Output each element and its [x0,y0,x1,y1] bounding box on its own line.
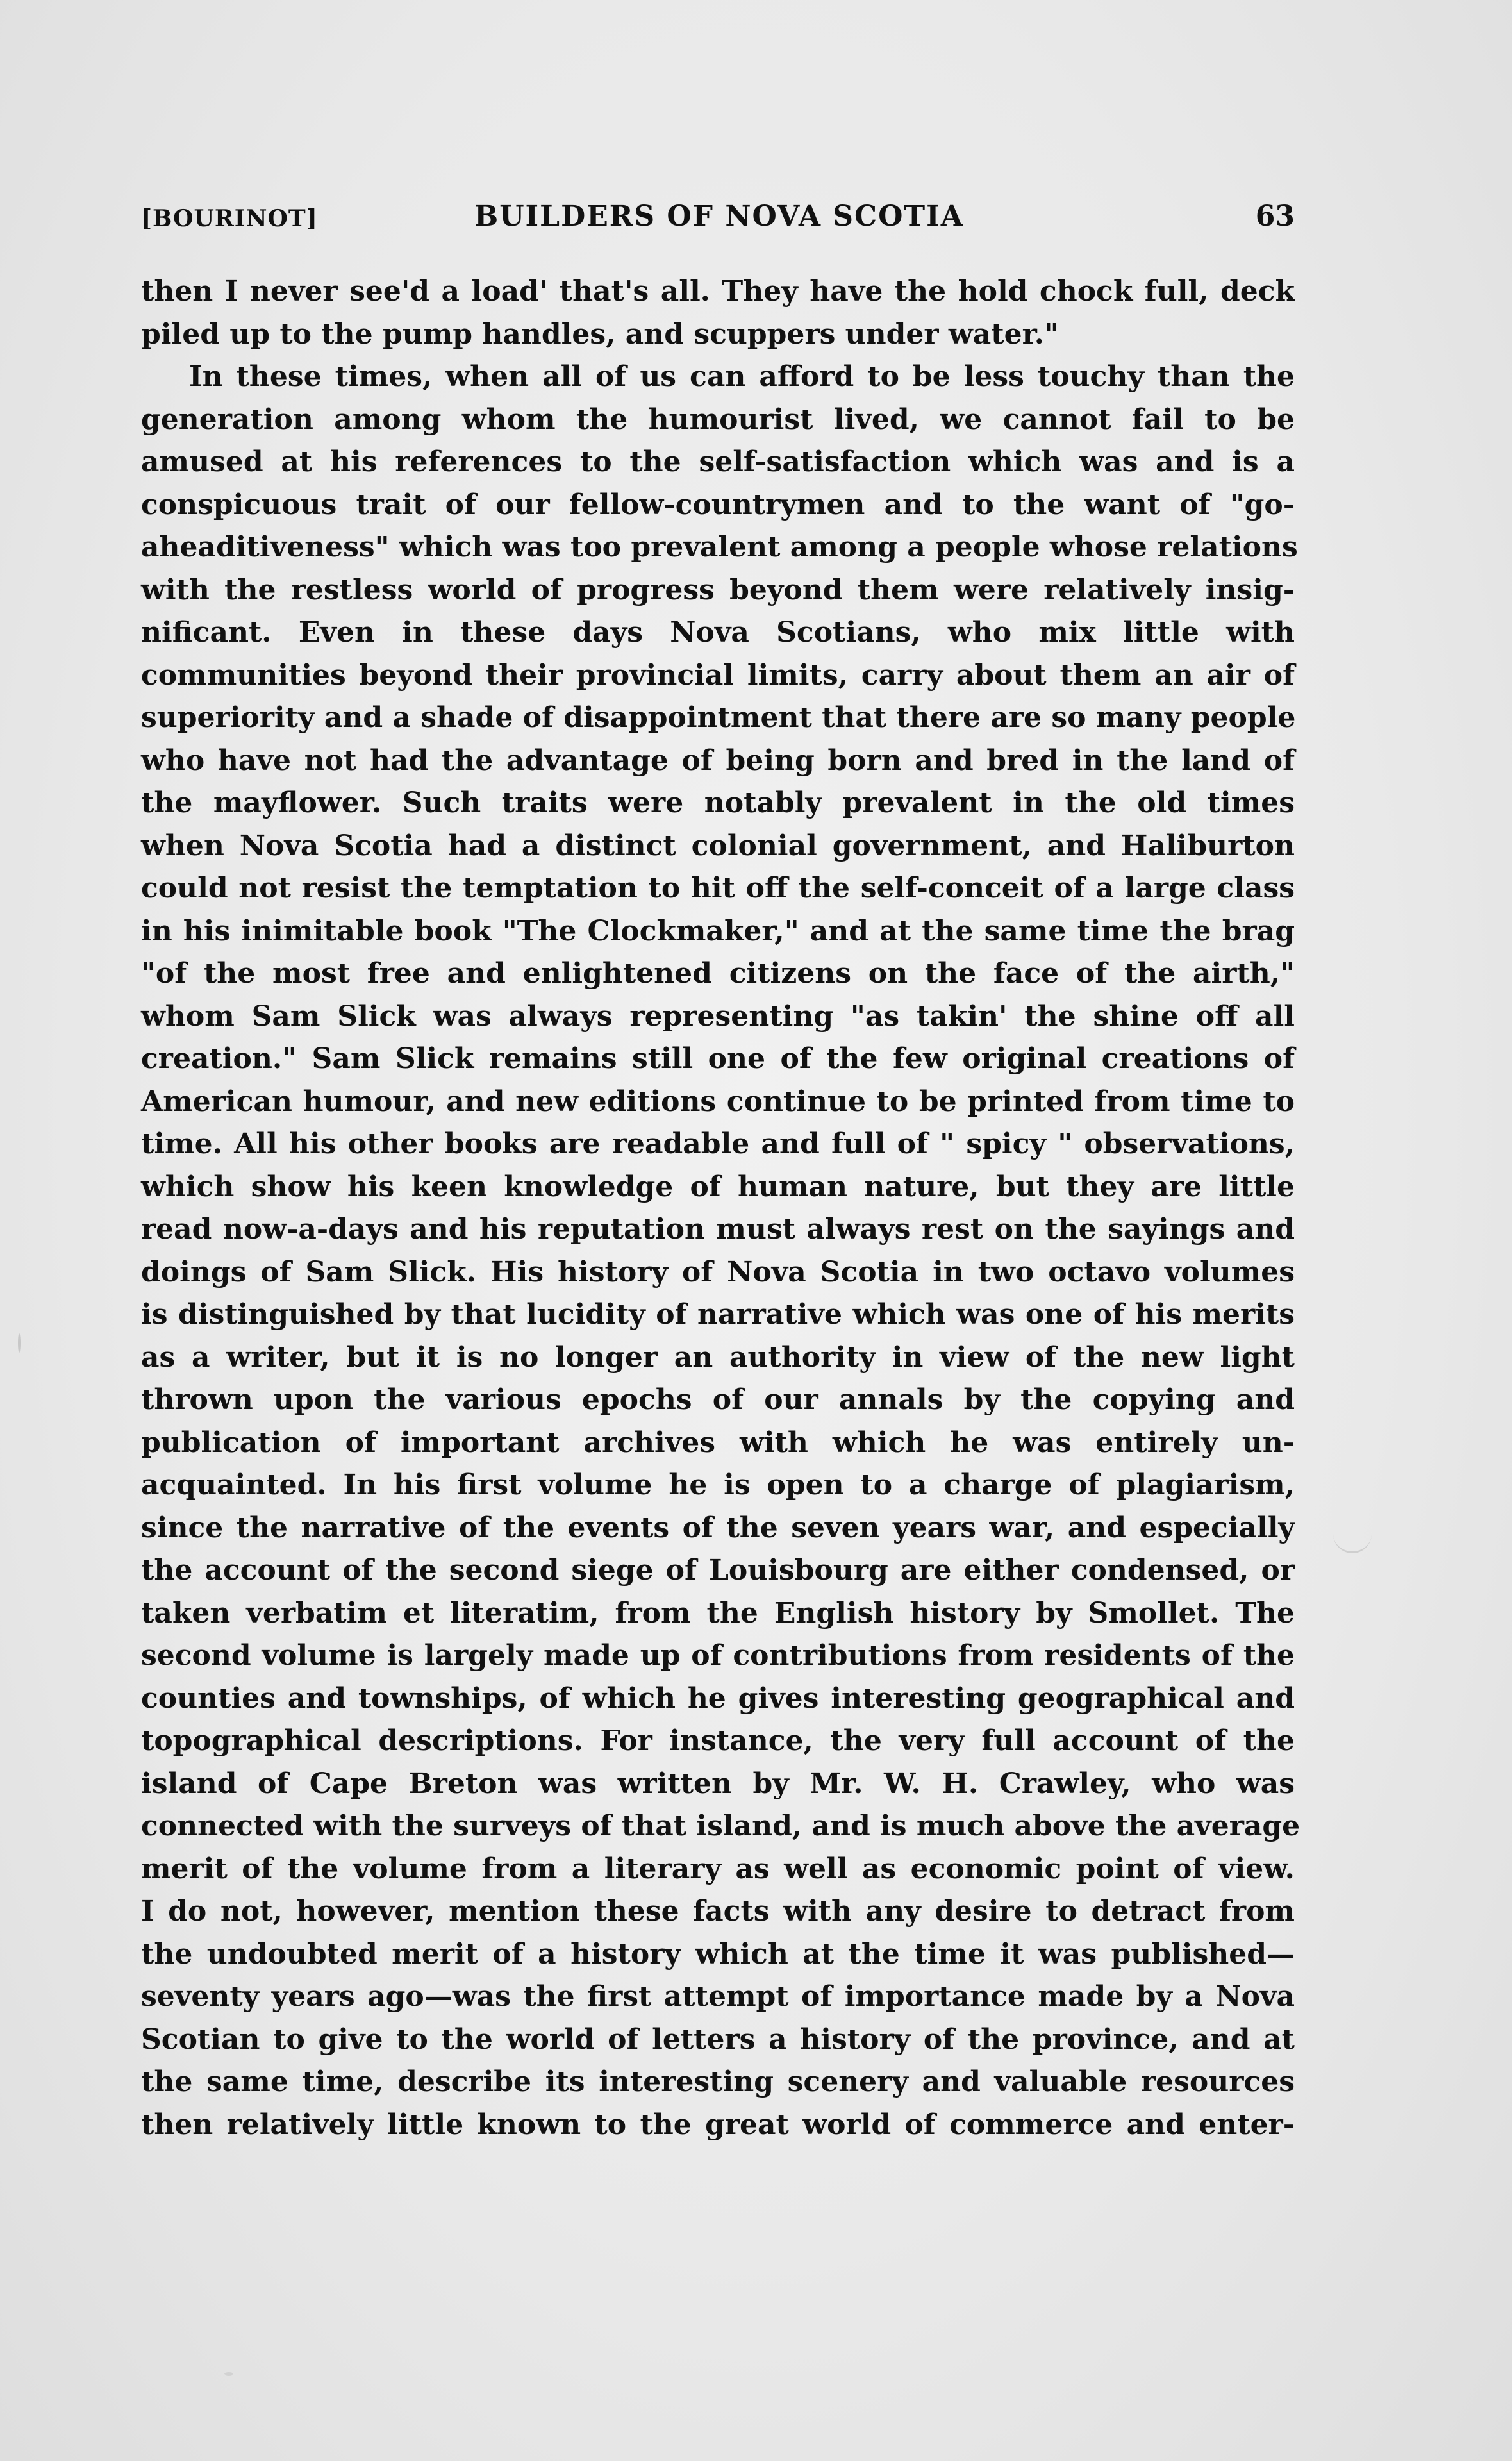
text-line: conspicuous trait of our fellow-countrymen and to the want of "go- [141,488,1295,521]
text-line: American humour, and new editions continue to be printed from time to [141,1085,1295,1118]
page-title: BUILDERS OF NOVA SCOTIA [474,200,964,233]
text-line: as a writer, but it is no longer an authority in view of the new light [141,1340,1295,1374]
text-line: seventy years ago—was the first attempt of importance made by a Nova [141,1980,1295,2013]
text-line: generation among whom the humourist lived, we cannot fail to be [141,403,1295,436]
text-line: topographical descriptions. For instance, the very full account of the [141,1724,1295,1757]
text-line: doings of Sam Slick. His history of Nova Scotia in two octavo volumes [141,1255,1295,1289]
paper-speck [1333,1526,1372,1553]
text-line: read now-a-days and his reputation must always rest on the sayings and [141,1213,1295,1246]
text-line: the mayflower. Such traits were notably prevalent in the old times [141,787,1295,819]
text-line: is distinguished by that lucidity of narrative which was one of his merits [141,1298,1295,1331]
page-number: 63 [1255,200,1295,233]
author-tag: [BOURINOT] [141,205,318,232]
text-line: I do not, however, mention these facts with any desire to detract from [141,1895,1295,1928]
text-line: merit of the volume from a literary as well as economic point of view. [141,1852,1295,1885]
text-line: whom Sam Slick was always representing "as takin' the shine off all [141,999,1295,1033]
text-line: then relatively little known to the great world of commerce and enter- [141,2108,1295,2141]
text-line: with the restless world of progress beyond them were relatively insig- [141,573,1295,606]
text-line: island of Cape Breton was written by Mr. W. H. Crawley, who was [141,1767,1295,1800]
text-line: publication of important archives with which he was entirely un- [141,1426,1295,1459]
text-line: the same time, describe its interesting scenery and valuable resources [141,2065,1295,2098]
text-line: since the narrative of the events of the seven years war, and especially [141,1511,1295,1544]
text-line: In these times, when all of us can afford to be less touchy than the [189,360,1295,393]
text-line: which show his keen knowledge of human nature, but they are little [141,1170,1295,1203]
text-line: "of the most free and enlightened citizens on the face of the airth," [141,957,1295,990]
text-line: Scotian to give to the world of letters a history of the province, and at [141,2023,1295,2056]
body-text [141,271,1300,2146]
text-line: communities beyond their provincial limits, carry about them an air of [141,658,1295,692]
text-line: amused at his references to the self-satisfaction which was and is a [141,446,1295,478]
paper-speck [224,2372,233,2376]
text-line: superiority and a shade of disappointment that there are so many people [141,701,1296,734]
text-line: could not resist the temptation to hit off the self-conceit of a large class [141,872,1295,905]
text-line: thrown upon the various epochs of our annals by the copying and [141,1383,1295,1416]
text-line: who have not had the advantage of being born and bred in the land of [141,744,1295,777]
text-line: acquainted. In his first volume he is open to a charge of plagiarism, [141,1469,1295,1501]
text-line: second volume is largely made up of contributions from residents of the [141,1639,1295,1672]
text-line: counties and townships, of which he gives interesting geographical and [141,1681,1295,1715]
running-head [141,200,1295,251]
text-line: when Nova Scotia had a distinct colonial government, and Haliburton [141,829,1295,862]
paper-speck [18,1333,21,1353]
text-line: then I never see'd a load' that's all. They have the hold chock full, deck [141,275,1295,308]
text-line: taken verbatim et literatim, from the English history by Smollet. The [141,1596,1295,1630]
text-line: nificant. Even in these days Nova Scotians, who mix little with [141,616,1295,649]
text-line: in his inimitable book "The Clockmaker," and at the same time the brag [141,914,1295,947]
text-line: connected with the surveys of that island, and is much above the average [141,1810,1300,1842]
text-line: aheaditiveness" which was too prevalent among a people whose relations [141,531,1298,563]
text-line: piled up to the pump handles, and scuppers under water." [141,317,1059,351]
text-line: the undoubted merit of a history which at the time it was published— [141,1937,1295,1971]
text-line: creation." Sam Slick remains still one of the few original creations of [141,1042,1295,1075]
text-line: time. All his other books are readable and full of " spicy " observations, [141,1128,1295,1160]
text-line: the account of the second siege of Louisbourg are either condensed, or [141,1554,1295,1587]
